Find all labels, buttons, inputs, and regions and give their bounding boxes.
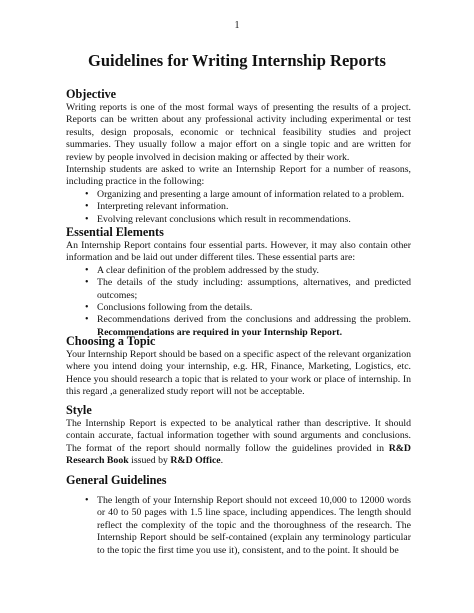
list-item: • Interpreting relevant information. [66, 201, 411, 213]
list-item-text: Recommendations derived from the conclusions and addressing the problem. [97, 314, 411, 326]
objective-paragraph: Writing reports is one of the most formal ways of presenting the results of a project. Reports can be written about any professional activity including experimental or test results, design proposals, economic or technical feasibility studies and project summaries. They usually follow a major effort on a single topic and are written for review by people involved in decision making or affected by their work. [66, 102, 411, 163]
essential-elements-heading: Essential Elements [66, 225, 164, 239]
general-guidelines-heading: General Guidelines [66, 473, 167, 487]
general-guidelines-list [66, 495, 411, 557]
essential-elements-list [66, 265, 411, 339]
style-heading: Style [66, 403, 92, 417]
list-item: • A clear definition of the problem addressed by the study. [66, 265, 411, 277]
essential-elements-paragraph: An Internship Report contains four essential parts. However, it may also contain other information and be laid out under different tiles. These essential parts are: [66, 240, 411, 264]
list-item: • The length of your Internship Report should not exceed 10,000 to 12000 words or 40 to 50 pages with 1.5 line space, including appendices. The length should reflect the complexity of the topic and the thoroughness of the research. The Internship Report should be self-contained (explain any terminology particular to the topic the first time you use it), consistent, and to the point. It should be [66, 495, 411, 557]
list-item: • Evolving relevant conclusions which result in recommendations. [66, 214, 411, 226]
style-text-end: . [220, 455, 224, 467]
style-paragraph [66, 418, 411, 468]
office-name: R&D Office [170, 455, 221, 467]
style-text: The Internship Report is expected to be analytical rather than descriptive. It should contain accurate, factual information together with sound arguments and conclusions. The format of the report should normally follow the guidelines provided in [66, 418, 411, 454]
style-section [66, 404, 411, 468]
research-book-name: R&D Research Book [66, 442, 411, 467]
choosing-topic-paragraph: Your Internship Report should be based on a specific aspect of the relevant organization where you intend doing your internship, e.g. HR, Finance, Marketing, Logistics, etc. Hence you should research a topic that is related to your work or place of internship. In this regard ,a generalized study report will not be acceptable. [66, 349, 411, 398]
list-item: • The details of the study including: assumptions, alternatives, and predicted outcomes; [66, 277, 411, 302]
objective-list [66, 189, 411, 226]
recommendations-note: Recommendations are required in your Internship Report. [97, 326, 343, 338]
objective-heading: Objective [66, 87, 117, 101]
general-guidelines-section [66, 474, 411, 557]
page-title: Guidelines for Writing Internship Reports [88, 51, 386, 70]
essential-elements-section [66, 226, 411, 339]
objective-paragraph-2: Internship students are asked to write an Internship Report for a number of reasons, including practice in the following: [66, 164, 411, 188]
style-text-mid: issued by [128, 455, 171, 467]
page-number: 1 [234, 20, 240, 31]
list-item: • Organizing and presenting a large amount of information related to a problem. [66, 189, 411, 201]
choosing-topic-section [66, 335, 411, 399]
choosing-topic-heading: Choosing a Topic [66, 334, 156, 348]
list-item: • Conclusions following from the details. [66, 302, 411, 314]
objective-section [66, 88, 411, 226]
